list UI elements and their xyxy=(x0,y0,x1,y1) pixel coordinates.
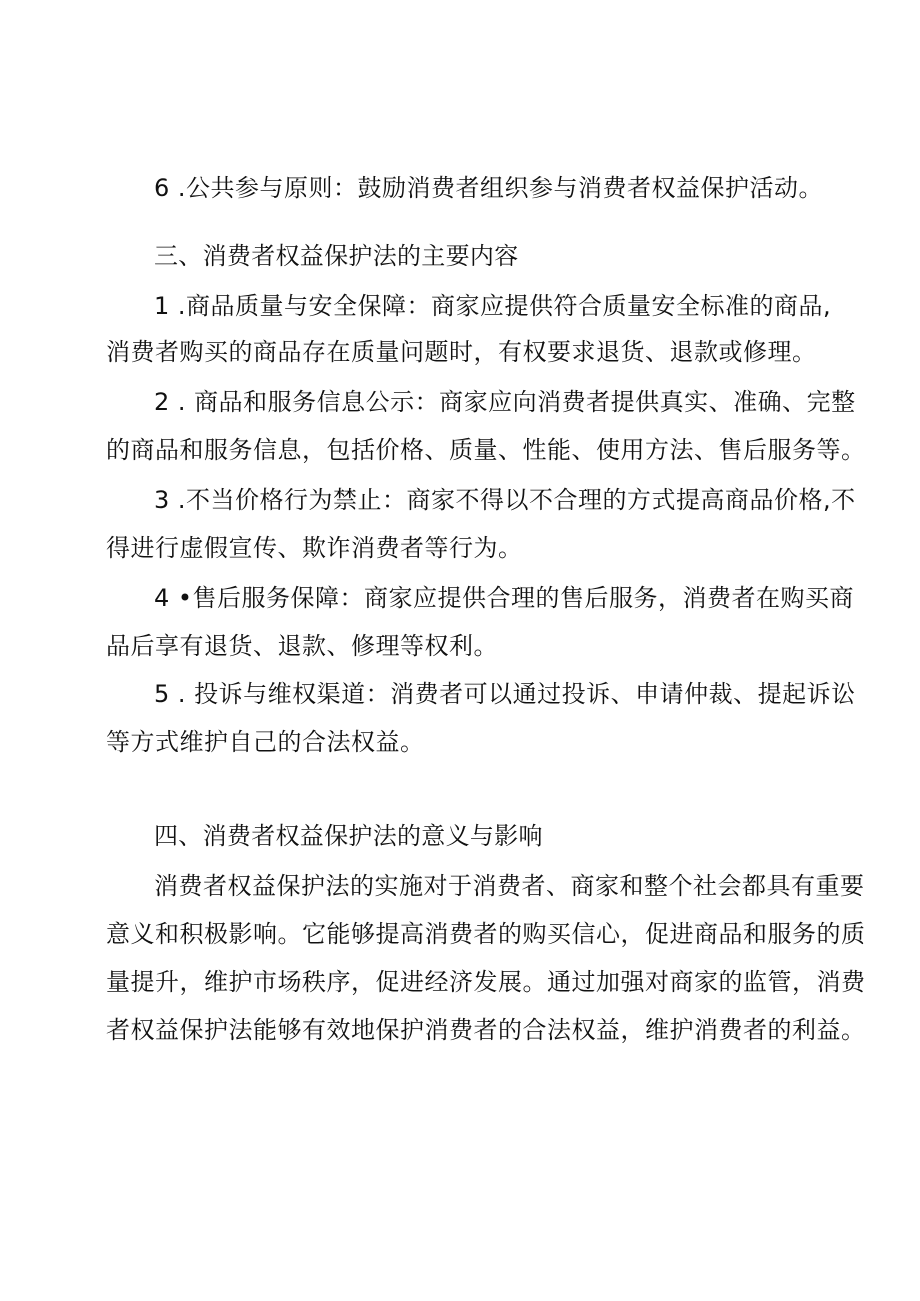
section-3-item-4-line-1: 4 •售后服务保障：商家应提供合理的售后服务，消费者在购买商 xyxy=(154,584,855,612)
section-3-heading: 三、消费者权益保护法的主要内容 xyxy=(154,242,519,270)
item-6-line-1: 6 .公共参与原则：鼓励消费者组织参与消费者权益保护活动。 xyxy=(154,174,824,202)
section-4-paragraph-line-2: 意义和积极影响。它能够提高消费者的购买信心，促进商品和服务的质 xyxy=(106,920,866,948)
section-3-item-4-line-2: 品后享有退货、退款、修理等权利。 xyxy=(106,632,498,660)
section-4-paragraph-line-1: 消费者权益保护法的实施对于消费者、商家和整个社会都具有重要 xyxy=(154,872,865,900)
section-3-item-5-line-1: 5 . 投诉与维权渠道：消费者可以通过投诉、申请仲裁、提起诉讼 xyxy=(154,680,856,708)
section-3-item-1-line-1: 1 .商品质量与安全保障：商家应提供符合质量安全标准的商品, xyxy=(154,292,832,320)
section-4-paragraph-line-3: 量提升，维护市场秩序，促进经济发展。通过加强对商家的监管，消费 xyxy=(106,968,866,996)
section-4-paragraph-line-4: 者权益保护法能够有效地保护消费者的合法权益，维护消费者的利益。 xyxy=(106,1016,866,1044)
section-4-heading: 四、消费者权益保护法的意义与影响 xyxy=(154,822,543,850)
section-3-item-2-line-2: 的商品和服务信息，包括价格、质量、性能、使用方法、售后服务等。 xyxy=(106,436,866,464)
section-3-item-5-line-2: 等方式维护自己的合法权益。 xyxy=(106,728,425,756)
section-3-item-2-line-1: 2 . 商品和服务信息公示：商家应向消费者提供真实、准确、完整 xyxy=(154,388,856,416)
section-3-item-1-line-2: 消费者购买的商品存在质量问题时，有权要求退货、退款或修理。 xyxy=(106,338,817,366)
section-3-item-3-line-1: 3 .不当价格行为禁止：商家不得以不合理的方式提高商品价格,不 xyxy=(154,486,856,514)
section-3-item-3-line-2: 得进行虚假宣传、欺诈消费者等行为。 xyxy=(106,534,523,562)
